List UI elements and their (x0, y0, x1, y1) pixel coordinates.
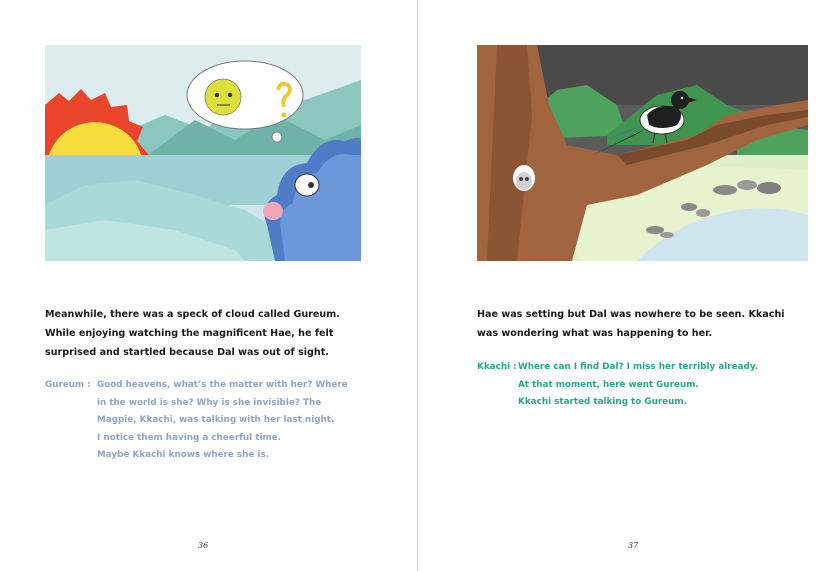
page-number: 37 (628, 541, 639, 550)
dialogue-line: Kkachi started talking to Gureum. (518, 397, 687, 407)
page-number: 36 (198, 541, 209, 550)
narration-line: was wondering what was happening to her. (477, 328, 713, 339)
illustration-sunset-cloud (45, 45, 361, 261)
narration-line: Hae was setting but Dal was nowhere to be seen. Kkachi (477, 309, 785, 320)
narration-line: Meanwhile, there was a speck of cloud called Gureum. (45, 309, 340, 320)
dialogue-line: I notice them having a cheerful time. (97, 432, 281, 443)
dialogue-line: in the world is she? Why is she invisible? The (97, 397, 322, 408)
left-page (0, 0, 417, 571)
speaker-label: Kkachi : (477, 362, 517, 372)
narration-line: surprised and startled because Dal was out of sight. (45, 347, 329, 358)
dialogue-block (477, 359, 758, 412)
dialogue-line: At that moment, here went Gureum. (518, 379, 699, 390)
dialogue-block (45, 377, 348, 465)
illustration-magpie-tree (477, 45, 808, 261)
dialogue-line: Good heavens, what’s the matter with her? Where (97, 380, 348, 390)
dialogue-line: Where can I find Dal? I miss her terribly already. (518, 362, 759, 372)
narration-line: While enjoying watching the magnificent Hae, he felt (45, 328, 334, 339)
right-page (418, 0, 835, 571)
sun-cloud-drawing (45, 45, 361, 261)
speaker-label: Gureum : (45, 380, 91, 390)
narration-text (45, 305, 340, 362)
magpie-tree-drawing (477, 45, 808, 261)
dialogue-line: Maybe Kkachi knows where she is. (97, 450, 270, 460)
narration-text (477, 305, 785, 343)
dialogue-line: Magpie, Kkachi, was talking with her last night. (97, 415, 335, 425)
